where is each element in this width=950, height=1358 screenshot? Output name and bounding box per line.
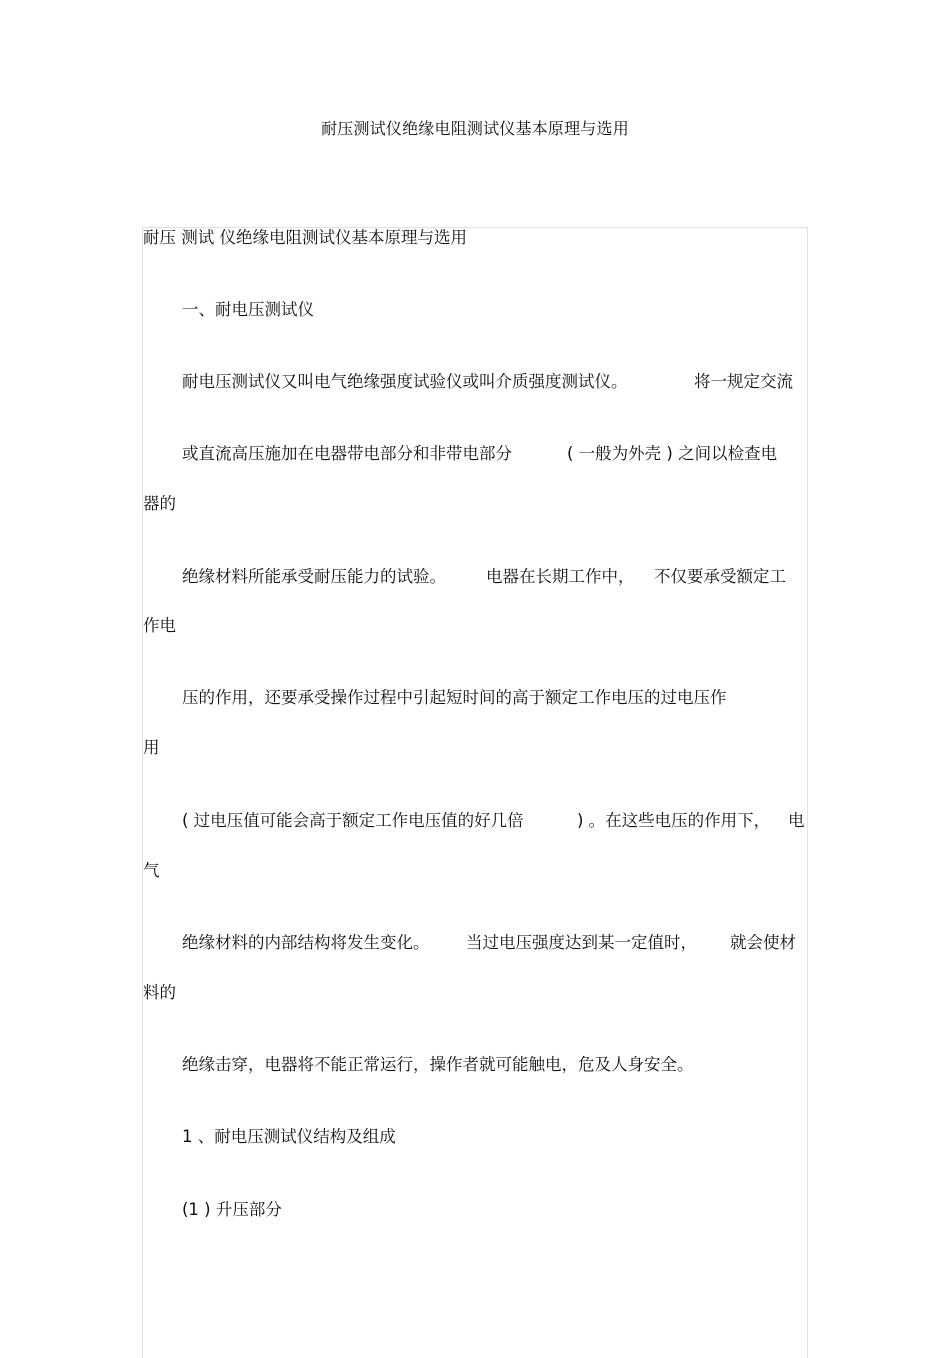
text-segment: 电 (788, 811, 805, 830)
paragraph-line-wrap: 作电 (143, 616, 176, 635)
text-segment: 绝缘材料的内部结构将发生变化。 (182, 933, 430, 952)
subsection-heading: 1 、耐电压测试仪结构及组成 (182, 1127, 396, 1146)
paragraph-line-wrap: 用 (143, 738, 160, 757)
text-segment: 当过电压强度达到某一定值时， (466, 933, 697, 952)
text-segment: 绝缘材料所能承受耐压能力的试验。 (182, 567, 446, 586)
text-segment: 或直流高压施加在电器带电部分和非带电部分 (182, 444, 512, 463)
text-segment: 电器在长期工作中， (486, 567, 635, 586)
text-segment: 不仅要承受额定工 (654, 567, 786, 586)
paragraph-line-wrap: 器的 (143, 494, 176, 513)
paragraph-line: 压的作用，还要承受操作过程中引起短时间的高于额定工作电压的过电压作 (182, 688, 727, 707)
text-segment: 将一规定交流 (694, 372, 793, 391)
text-segment: ) 。在这些电压的作用下， (577, 811, 771, 830)
text-segment: 就会使材 (730, 933, 796, 952)
page-title: 耐压测试仪绝缘电阻测试仪基本原理与选用 (321, 119, 629, 138)
document-body (142, 227, 808, 1358)
subsection-item: (1 ) 升压部分 (182, 1200, 282, 1219)
text-segment: 耐电压测试仪又叫电气绝缘强度试验仪或叫介质强度测试仪。 (182, 372, 628, 391)
text-segment: ( 一般为外壳 ) 之间以检查电 (567, 444, 778, 463)
text-segment: ( 过电压值可能会高于额定工作电压值的好几倍 (182, 811, 524, 830)
paragraph-line-wrap: 料的 (143, 983, 176, 1002)
section-heading: 一、耐电压测试仪 (182, 300, 314, 319)
paragraph-line-wrap: 气 (143, 861, 160, 880)
paragraph-line: 绝缘击穿，电器将不能正常运行，操作者就可能触电，危及人身安全。 (182, 1055, 694, 1074)
document-heading: 耐压 测试 仪绝缘电阻测试仪基本原理与选用 (143, 228, 467, 247)
